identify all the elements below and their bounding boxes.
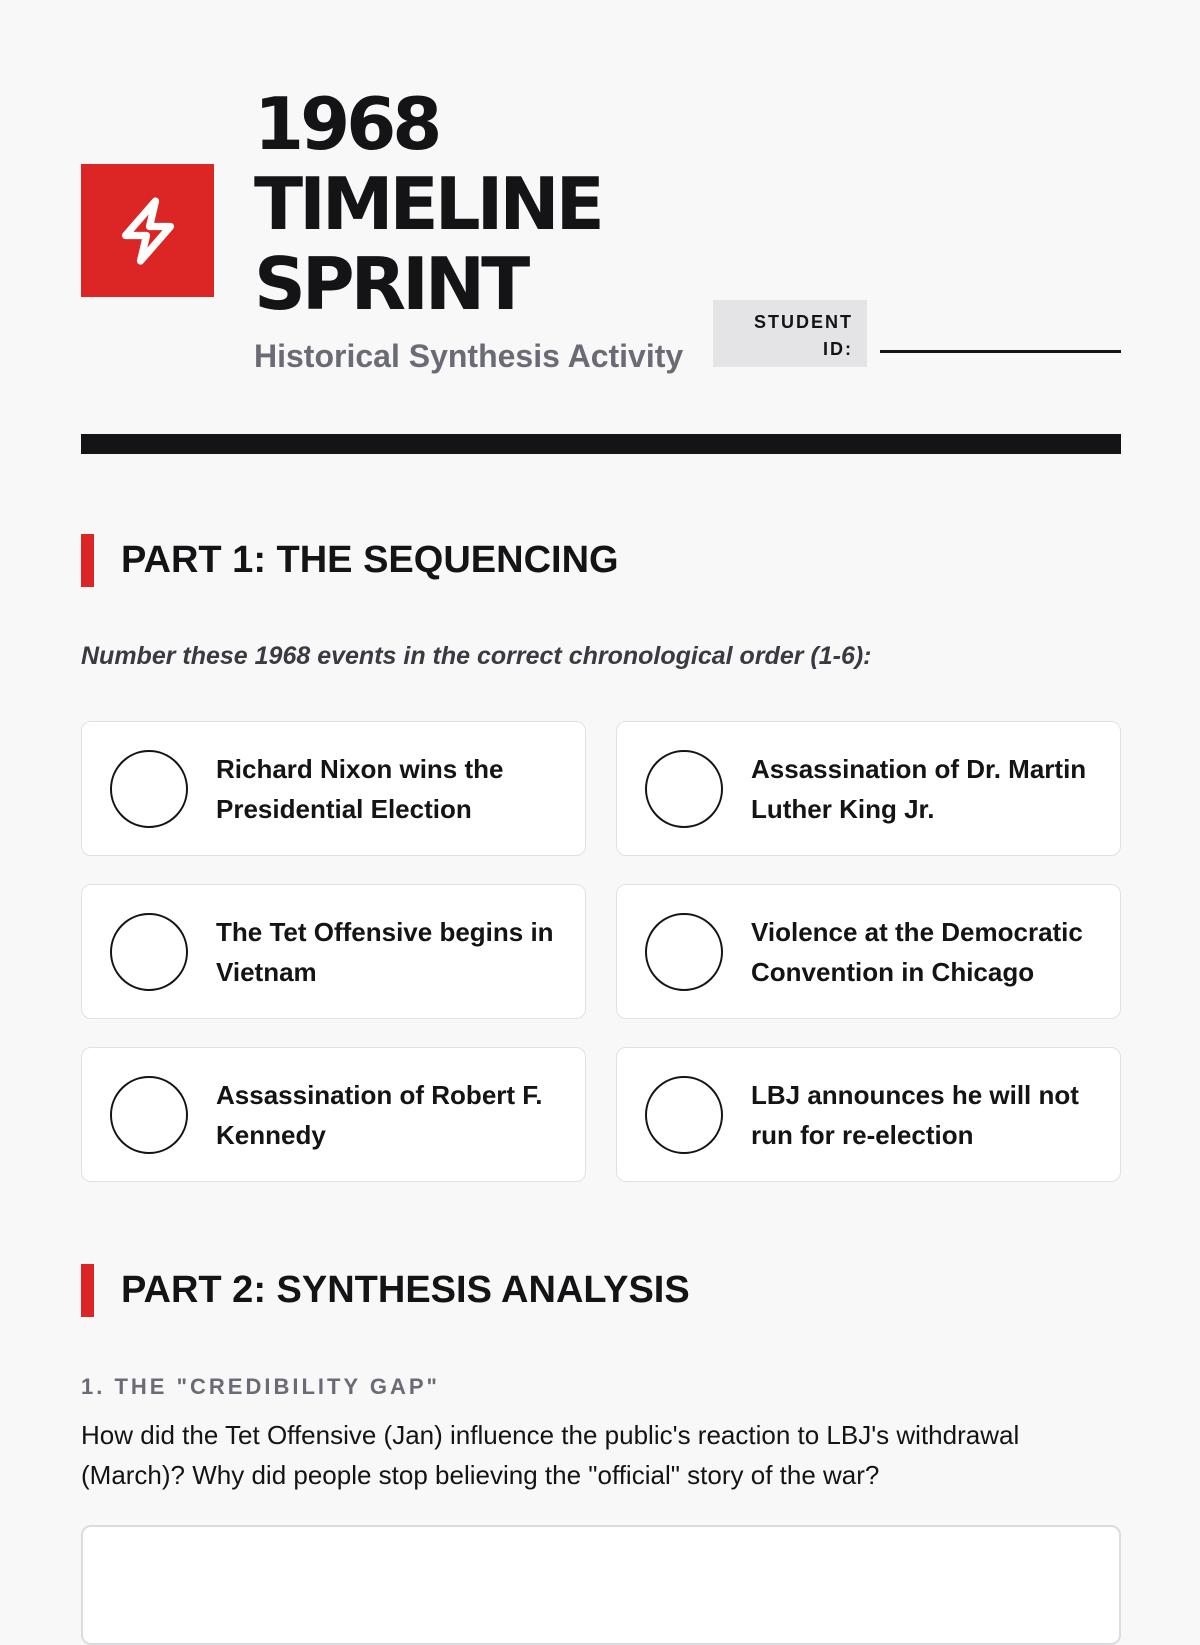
event-card <box>81 884 586 1019</box>
part2-heading <box>81 1264 690 1317</box>
event-card <box>616 1047 1121 1182</box>
worksheet-header <box>81 80 1121 400</box>
student-id-label <box>713 300 867 367</box>
event-text-line: LBJ announces he will not <box>751 1079 1079 1110</box>
event-text-line: run for re-election <box>751 1119 974 1150</box>
part1-title: PART 1: THE SEQUENCING <box>121 539 619 581</box>
event-card <box>616 884 1121 1019</box>
order-number-field[interactable] <box>645 750 723 828</box>
section-accent-bar <box>81 534 94 587</box>
event-text <box>751 749 1106 829</box>
event-text-line: Presidential Election <box>216 793 472 824</box>
part1-heading <box>81 534 619 587</box>
question-1-text: How did the Tet Offensive (Jan) influence the public's reaction to LBJ's withdrawal (March)? Why did people stop believing the "official" story of the war? <box>81 1420 1020 1490</box>
event-text-line: Richard Nixon wins the <box>216 753 504 784</box>
event-text-line: Assassination of Robert F. <box>216 1079 543 1110</box>
page-subtitle: Historical Synthesis Activity <box>254 338 684 374</box>
order-number-field[interactable] <box>110 1076 188 1154</box>
student-id-label-line-2: ID: <box>823 339 853 359</box>
event-text <box>216 912 574 992</box>
order-number-field[interactable] <box>110 750 188 828</box>
part2-title: PART 2: SYNTHESIS ANALYSIS <box>121 1269 690 1311</box>
event-text-line: Vietnam <box>216 956 317 987</box>
event-text-line: Violence at the Democratic <box>751 916 1083 947</box>
logo <box>81 164 214 297</box>
event-text-line: Convention in Chicago <box>751 956 1035 987</box>
part1-instruction: Number these 1968 events in the correct chronological order (1-6): <box>81 642 872 670</box>
event-text-line: Kennedy <box>216 1119 326 1150</box>
order-number-field[interactable] <box>645 1076 723 1154</box>
student-id-field[interactable] <box>880 350 1121 353</box>
student-id-label-line-1: STUDENT <box>754 312 853 332</box>
page-title <box>254 84 601 324</box>
event-text <box>751 1075 1099 1155</box>
event-text <box>216 1075 563 1155</box>
event-text <box>751 912 1103 992</box>
event-text-line: Assassination of Dr. Martin <box>751 753 1087 784</box>
section-accent-bar <box>81 1264 94 1317</box>
event-card <box>81 721 586 856</box>
event-text-line: The Tet Offensive begins in <box>216 916 554 947</box>
title-line-2: TIMELINE <box>254 162 601 246</box>
order-number-field[interactable] <box>645 913 723 991</box>
order-number-field[interactable] <box>110 913 188 991</box>
lightning-bolt-icon <box>112 195 184 267</box>
event-card <box>616 721 1121 856</box>
question-1-answer-box[interactable] <box>81 1525 1121 1645</box>
question-1-label: 1. THE "CREDIBILITY GAP" <box>81 1374 440 1399</box>
title-line-3: SPRINT <box>254 242 527 326</box>
title-line-1: 1968 <box>254 82 439 166</box>
event-text-line: Luther King Jr. <box>751 793 935 824</box>
event-grid <box>81 721 1121 1182</box>
event-text <box>216 749 524 829</box>
header-divider <box>81 434 1121 454</box>
event-card <box>81 1047 586 1182</box>
